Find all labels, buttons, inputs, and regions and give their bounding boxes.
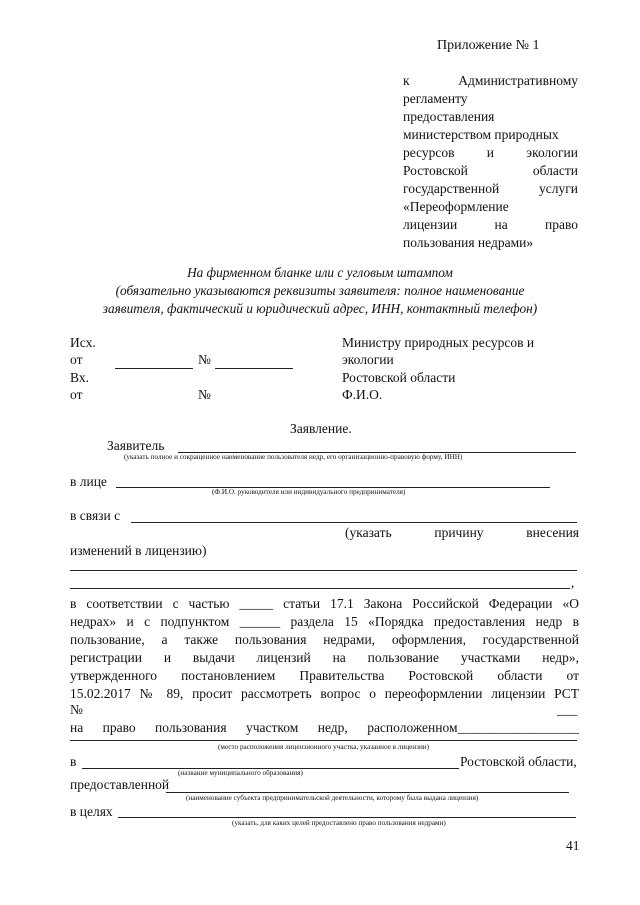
addressee-line: Ф.И.О. — [342, 387, 383, 402]
reglament-line: лицензии на право — [403, 217, 578, 232]
letterhead-line: заявителя, фактический и юридический адрес, ИНН, контактный телефон) — [102, 301, 538, 316]
license-number-sign: № — [70, 702, 83, 717]
outgoing-number-field[interactable] — [215, 368, 293, 369]
granted-field[interactable] — [166, 792, 569, 793]
appendix-title: Приложение № 1 — [437, 38, 540, 53]
location-hint: (место расположения лицензионного участка, указанное в лицензии) — [218, 743, 430, 751]
reason-extra-line[interactable] — [70, 570, 577, 571]
reglament-line: государственной услуги — [403, 181, 578, 196]
right-row-word: расположенном__________________ — [367, 720, 579, 735]
purpose-field[interactable] — [118, 817, 576, 818]
page-number: 41 — [566, 838, 580, 853]
reglament-line: регламенту — [403, 91, 468, 106]
right-row-word: пользования — [155, 720, 227, 735]
granted-hint: (наименование субъекта предпринимательской деятельности, которому была выдана лицензия) — [186, 794, 479, 802]
license-number-tail: ___ — [557, 702, 578, 717]
body-line: 15.02.2017 № 89, просит рассмотреть вопрос о переоформлении лицензии РСТ — [70, 686, 579, 701]
right-row-word: недр, — [317, 720, 348, 735]
outgoing-label: Исх. — [70, 335, 96, 350]
addressee-line: Ростовской области — [342, 370, 456, 385]
right-row-word: право — [102, 720, 136, 735]
reglament-line: министерством природных — [403, 127, 559, 142]
outgoing-number-sign: № — [198, 352, 211, 367]
letterhead-line: (обязательно указываются реквизиты заявителя: полное наименование — [115, 283, 525, 298]
outgoing-date-label: от — [70, 352, 83, 367]
reglament-line: Ростовской области — [403, 163, 578, 178]
reglament-line: ресурсов и экологии — [403, 145, 578, 160]
body-line: недрах» и с подпунктом ______ раздела 15 «Порядка предоставления недр в — [70, 614, 579, 629]
addressee-line: Министру природных ресурсов и — [342, 335, 535, 350]
document-title: Заявление. — [290, 421, 352, 436]
incoming-label: Вх. — [70, 370, 89, 385]
reglament-line: к Административному — [403, 73, 578, 88]
location-field[interactable] — [70, 740, 577, 741]
represented-hint: (Ф.И.О. руководителя или индивидуального предпринимателя) — [212, 488, 406, 496]
body-line: утвержденного постановлением Правительства Ростовской области от — [70, 668, 579, 683]
purpose-hint: (указать, для каких целей предоставлено право пользования недрами) — [232, 819, 446, 827]
reason-comma: , — [571, 575, 575, 590]
body-line: регистрации и выдачи лицензий на пользование участками недр», — [70, 650, 579, 665]
outgoing-date-field[interactable] — [115, 368, 193, 369]
purpose-label: в целях — [70, 804, 113, 819]
municipality-prefix: в — [70, 754, 77, 769]
reglament-line: «Переоформление — [403, 199, 509, 214]
incoming-date-label: от — [70, 387, 83, 402]
reglament-line: предоставления — [403, 109, 495, 124]
right-row-word: на — [70, 720, 84, 735]
reason-hint-cont: изменений в лицензию) — [70, 543, 207, 558]
municipality-hint: (название муниципального образования) — [178, 769, 303, 777]
applicant-hint: (указать полное и сокращенное наименование пользователя недр, его организационно-правовую форму, ИНН) — [124, 453, 463, 461]
body-line: пользование, а также пользования недрами, оформления, государственной — [70, 632, 579, 647]
reglament-line: пользования недрами» — [403, 235, 534, 250]
represented-label: в лице — [70, 474, 107, 489]
reason-hint: (указать причину внесения — [345, 525, 579, 540]
reason-label: в связи с — [70, 508, 121, 523]
letterhead-line: На фирменном бланке или с угловым штампом — [187, 265, 453, 280]
addressee-line: экологии — [342, 352, 394, 367]
granted-label: предоставленной — [70, 777, 170, 792]
incoming-number-sign: № — [198, 387, 211, 402]
municipality-suffix: Ростовской области, — [460, 754, 577, 769]
applicant-label: Заявитель — [107, 438, 165, 453]
reason-extra-line[interactable] — [70, 588, 570, 589]
reason-field[interactable] — [131, 522, 577, 523]
right-row — [70, 720, 579, 736]
right-row-word: участком — [245, 720, 299, 735]
body-line: в соответствии с частью _____ статьи 17.1 Закона Российской Федерации «О — [70, 596, 579, 611]
